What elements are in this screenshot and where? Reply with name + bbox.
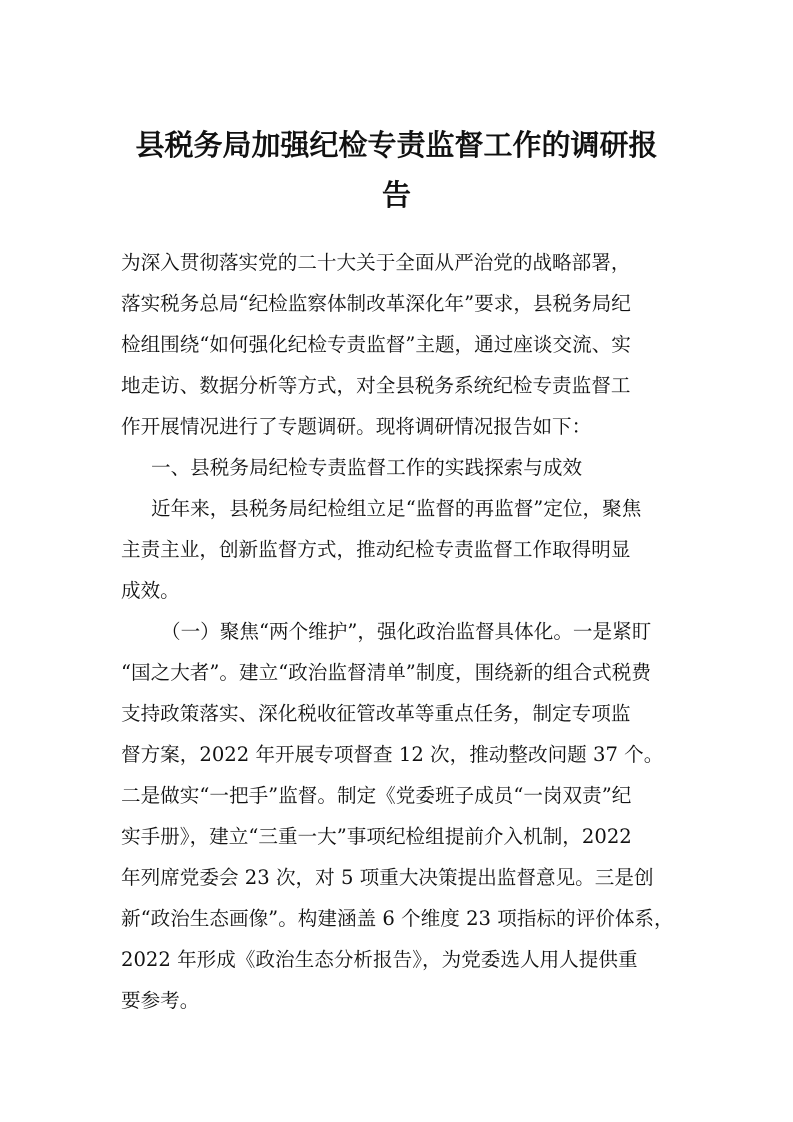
paragraph-line: 要参考。 [121, 989, 200, 1012]
paragraph-line: 成效。 [121, 579, 180, 602]
paragraph-line: “国之大者”。建立“政治监督清单”制度，围绕新的组合式税费 [121, 661, 651, 684]
paragraph-line: 实手册》，建立“三重一大”事项纪检组提前介入机制，2022 [121, 825, 632, 848]
paragraph-line: 近年来，县税务局纪检组立足“监督的再监督”定位，聚焦 [151, 497, 642, 520]
document-title [110, 120, 683, 220]
paragraph-line: 作开展情况进行了专题调研。现将调研情况报告如下： [121, 415, 592, 438]
paragraph-line: 支持政策落实、深化税收征管改革等重点任务，制定专项监 [121, 702, 631, 725]
paragraph-line: 检组围绕“如何强化纪检专责监督”主题，通过座谈交流、实 [121, 333, 631, 356]
subsection-line: （一）聚焦“两个维护”，强化政治监督具体化。一是紧盯 [161, 620, 652, 643]
section-heading: 一、县税务局纪检专责监督工作的实践探索与成效 [151, 456, 583, 479]
document-body [121, 242, 681, 1021]
paragraph-line: 2022 年形成《政治生态分析报告》，为党委选人用人提供重 [121, 948, 638, 971]
title-line-1: 县税务局加强纪检专责监督工作的调研报 [135, 128, 658, 162]
paragraph-line: 地走访、数据分析等方式，对全县税务系统纪检专责监督工 [121, 374, 631, 397]
paragraph-line: 年列席党委会 23 次，对 5 项重大决策提出监督意见。三是创 [121, 866, 654, 889]
paragraph-line: 二是做实“一把手”监督。制定《党委班子成员“一岗双责”纪 [121, 784, 632, 807]
paragraph-line: 落实税务总局“纪检监察体制改革深化年”要求，县税务局纪 [121, 292, 631, 315]
paragraph-line: 为深入贯彻落实党的二十大关于全面从严治党的战略部署， [121, 251, 631, 274]
title-line-2: 告 [381, 178, 411, 212]
paragraph-line: 新“政治生态画像”。构建涵盖 6 个维度 23 项指标的评价体系， [121, 907, 674, 930]
paragraph-line: 主责主业，创新监督方式，推动纪检专责监督工作取得明显 [121, 538, 631, 561]
paragraph-line: 督方案，2022 年开展专项督查 12 次，推动整改问题 37 个。 [121, 743, 664, 766]
